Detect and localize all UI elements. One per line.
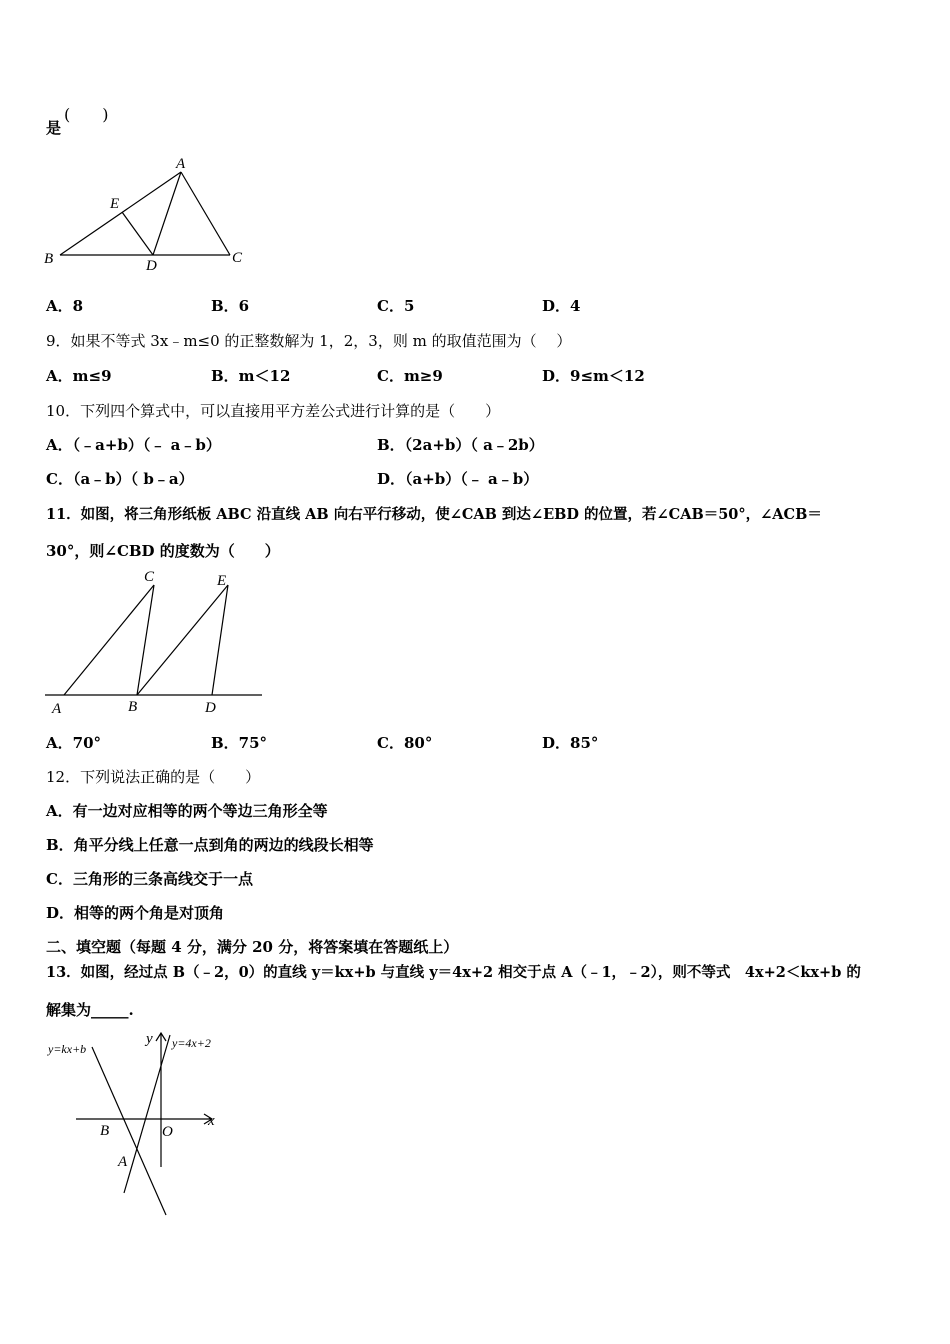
q13-graph-figure (40, 1025, 240, 1225)
label-y-axis: y (146, 1031, 153, 1047)
q12-option-c: C．三角形的三条高线交于一点 (46, 870, 253, 888)
label-e: E (217, 573, 227, 589)
q12-option-b: B．角平分线上任意一点到角的两边的线段长相等 (46, 836, 374, 854)
label-d: D (205, 700, 216, 716)
label-origin-o: O (162, 1124, 173, 1140)
q10-stem: 10．下列四个算式中，可以直接用平方差公式进行计算的是（ ） (46, 402, 501, 420)
label-a: A (52, 701, 62, 717)
label-line-kx-plus-b: y=kx+b (48, 1042, 87, 1056)
q10-option-a: A．（﹣a+b）（﹣ a﹣b） (46, 436, 221, 454)
q12-option-a: A．有一边对应相等的两个等边三角形全等 (46, 802, 328, 820)
q9-option-c: C．m≥9 (377, 367, 443, 385)
segment-ba (60, 172, 181, 255)
segment-ad (153, 172, 181, 255)
label-c: C (232, 250, 243, 266)
q11-translation-figure (40, 565, 270, 720)
q8-option-a: A．8 (46, 297, 84, 315)
q10-option-b: B．（2a+b）（ a﹣2b） (377, 436, 544, 454)
label-a: A (176, 156, 186, 172)
q8-triangle-figure (40, 150, 260, 275)
q12-stem: 12．下列说法正确的是（ ） (46, 768, 261, 786)
q10-option-d: D．（a+b）（﹣ a﹣b） (377, 470, 539, 488)
label-e: E (110, 196, 120, 212)
q11-option-c: C．80° (377, 734, 433, 752)
segment-ac (64, 585, 154, 695)
q11-option-b: B．75° (211, 734, 268, 752)
label-point-a: A (118, 1154, 128, 1170)
q11-stem-line1: 11．如图，将三角形纸板 ABC 沿直线 AB 向右平行移动，使∠CAB 到达∠EBD 的位置，若∠CAB＝50°，∠ACB＝ (46, 506, 822, 523)
q9-stem: 9．如果不等式 3x﹣m≤0 的正整数解为 1，2，3，则 m 的取值范围为（ ） (46, 332, 572, 350)
q8-option-d: D．4 (542, 297, 581, 315)
q9-option-d: D．9≤m＜12 (542, 367, 645, 385)
q13-stem-line2: 解集为_____. (46, 1001, 134, 1019)
q8-option-b: B．6 (211, 297, 250, 315)
label-line-4x-plus-2: y=4x+2 (172, 1036, 211, 1050)
segment-cb (137, 585, 154, 695)
q11-option-d: D．85° (542, 734, 599, 752)
q9-option-a: A．m≤9 (46, 367, 112, 385)
label-point-b: B (100, 1123, 110, 1139)
q10-option-c: C．（a﹣b）（ b﹣a） (46, 470, 194, 488)
label-x-axis: x (208, 1113, 215, 1129)
q9-option-b: B．m＜12 (211, 367, 291, 385)
label-d: D (146, 258, 157, 274)
label-b: B (128, 699, 138, 715)
segment-ed (122, 212, 153, 255)
label-c: C (144, 569, 155, 585)
q8-stem-tail: 是 (46, 119, 62, 137)
q11-option-a: A．70° (46, 734, 102, 752)
section-heading-fill-in: 二、填空题（每题 4 分，满分 20 分，将答案填在答题纸上） (46, 938, 459, 956)
q8-answer-paren: ( ) (64, 105, 109, 124)
q12-option-d: D．相等的两个角是对顶角 (46, 904, 225, 922)
q13-stem-line1: 13．如图，经过点 B（﹣2，0）的直线 y＝kx+b 与直线 y＝4x+2 相交于点 A（﹣1，﹣2），则不等式 4x+2＜kx+b 的 (46, 964, 861, 981)
label-b: B (44, 251, 54, 267)
q8-option-c: C．5 (377, 297, 415, 315)
q11-stem-line2: 30°，则∠CBD 的度数为（ ） (46, 542, 280, 560)
line-4x-plus-2 (124, 1035, 170, 1193)
segment-ac (181, 172, 230, 255)
